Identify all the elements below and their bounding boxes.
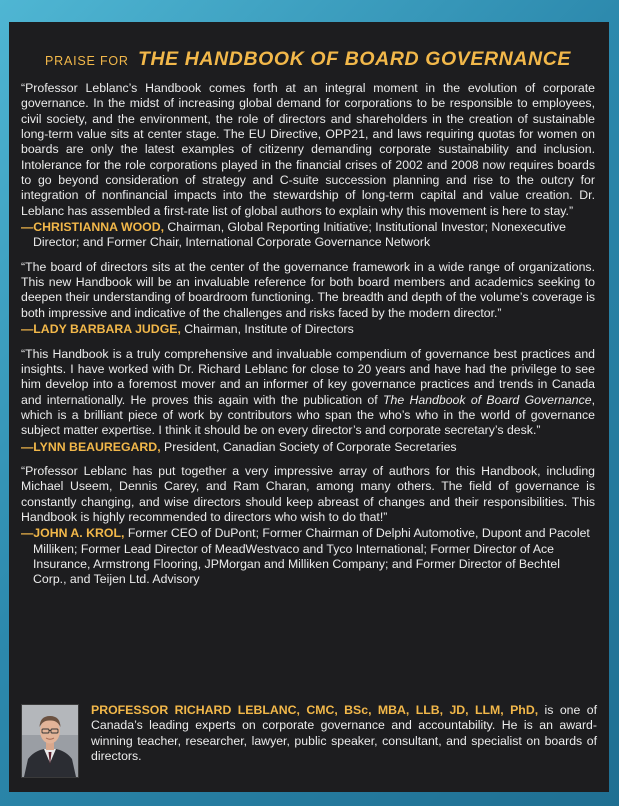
page-heading (21, 36, 595, 73)
testimonial-affiliation: Former CEO of DuPont; Former Chairman of Delphi Automotive, Dupont and Pacolet Milliken; Former Lead Director of MeadWestvaco and Tyco International; Former Director of Ace Insurance, Armstrong Flooring, JPMorgan and Milliken Company; and Former Director of Bechtel Corp., and Teijen Ltd. Advisory (33, 526, 590, 587)
testimonial-author: —JOHN A. KROL, (21, 526, 125, 541)
heading-prefix: PRAISE FOR (45, 54, 129, 68)
testimonial-affiliation: Chairman, Global Reporting Initiative; Institutional Investor; Nonexecutive Director; and Former Chair, International Corporate Governance Network (33, 220, 566, 250)
testimonial-quote (21, 347, 595, 439)
quote-text-end: , which is a brilliant piece of work by contributors who span the who’s who in the world of governance subject matter expertise. I think it should be on every director’s and corporate secretary’s desk.” (21, 392, 595, 438)
testimonial-quote: “The board of directors sits at the center of the governance framework in a wide range of organizations. This new Handbook will be an invaluable reference for both board members and academics seeking to deepen their understanding of boardroom functioning. The breadth and depth of the volume’s coverage is both impressive and indicative of the challenges and risks faced by the modern director.” (21, 259, 595, 320)
testimonial-attribution (21, 220, 595, 251)
testimonial-author: —CHRISTIANNA WOOD, (21, 220, 164, 235)
testimonial-attribution (21, 526, 595, 587)
bio-credentials: CMC, BSc, MBA, LLB, JD, LLM, PhD, (306, 703, 539, 717)
testimonial-attribution (21, 440, 595, 455)
testimonial (21, 260, 595, 338)
bio-description: is one of Canada’s leading experts on corporate governance and accountability. He is an award-winning teacher, researcher, lawyer, public speaker, consultant, and specialist on boards of directors. (91, 703, 598, 764)
testimonial (21, 81, 595, 251)
testimonial-attribution (21, 322, 595, 337)
praise-panel (9, 22, 609, 792)
testimonial-quote: “Professor Leblanc has put together a very impressive array of authors for this Handbook, including Michael Useem, Dennis Carey, and Ram Charan, among many others. The field of governance is constantly changing, and wise directors should keep abreast of changes and their responsibilities. This Handbook is highly recommended to directors who wish to do that!” (21, 463, 595, 524)
testimonial-affiliation: Chairman, Institute of Directors (184, 322, 354, 337)
author-photo (21, 704, 79, 778)
book-title: THE HANDBOOK OF BOARD GOVERNANCE (137, 48, 571, 70)
testimonial (21, 464, 595, 588)
testimonial-author: —LYNN BEAUREGARD, (21, 439, 161, 454)
quote-book-title: The Handbook of Board Governance (382, 392, 592, 407)
bio-author-name: PROFESSOR RICHARD LEBLANC, (91, 703, 300, 717)
testimonial-quote: “Professor Leblanc’s Handbook comes forth at an integral moment in the evolution of corporate governance. In the midst of increasing global demand for corporations to be responsible to employees, civil society, and the environment, the role of directors and shareholders in the creation of sustainable long-term value sits at center stage. The EU Directive, OPP21, and laws requiring quotas for women on boards are only the latest examples of citizenry demanding corporate sustainability and inclusion. Intolerance for the role corporations played in the financial crises of 2002 and 2008 now requires boards to go beyond consideration of strategy and C-suite succession planning and rise to the outcry for integration of nonfinancial impacts into the stewardship of long-term capital and value creation. Dr. Leblanc has assembled a first-rate list of global authors to explain why this movement is here to stay.” (21, 81, 595, 218)
testimonial-affiliation: President, Canadian Society of Corporate Secretaries (164, 439, 457, 454)
testimonial (21, 347, 595, 455)
quote-text-start: “This Handbook is a truly comprehensive and invaluable compendium of governance best practices and insights. I have worked with Dr. Richard Leblanc for close to 20 years and have had the privilege to see him develop into a foremost mover and an informer of key governance practices and trends in Canada and internationally. He proves this again with the publication of (21, 346, 595, 407)
bio-text (91, 703, 597, 764)
testimonial-author: —LADY BARBARA JUDGE, (21, 322, 181, 337)
author-portrait-icon (22, 705, 78, 777)
